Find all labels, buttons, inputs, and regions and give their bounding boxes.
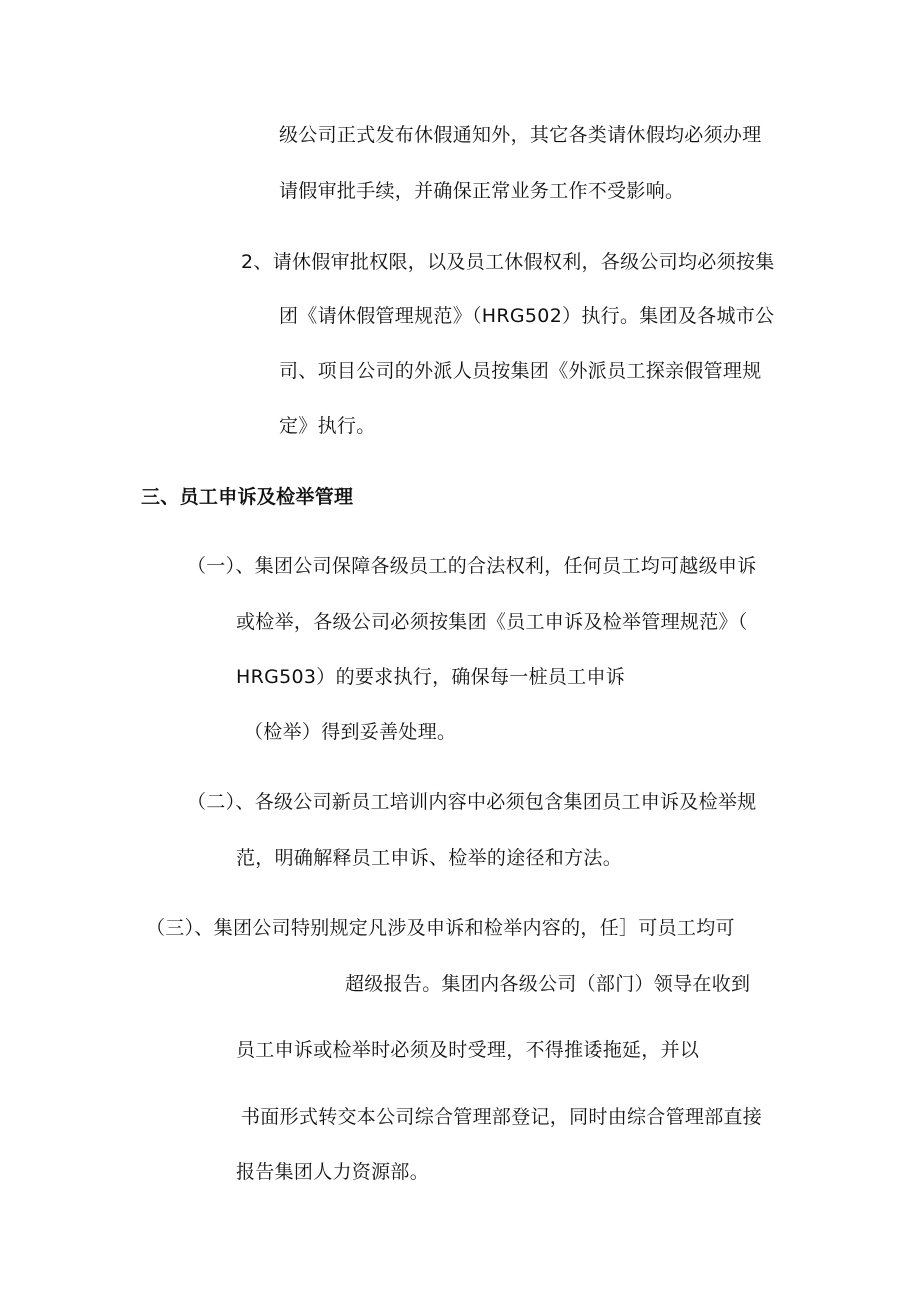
text-line: 定》执行。 [279, 415, 376, 437]
text-line: 2、请休假审批权限，以及员工休假权利，各级公司均必须按集 [241, 251, 775, 273]
text-line: 级公司正式发布休假通知外，其它各类请休假均必须办理 [279, 124, 762, 146]
text-line: 请假审批手续，并确保正常业务工作不受影响。 [279, 180, 685, 202]
text-line: 书面形式转交本公司综合管理部登记，同时由综合管理部直接 [241, 1106, 763, 1128]
text-line: （检举）得到妥善处理。 [244, 721, 457, 743]
text-line: （一）、集团公司保障各级员工的合法权利，任何员工均可越级申诉 [187, 555, 757, 577]
section-heading: 三、员工申诉及检举管理 [141, 486, 354, 508]
text-line: 超级报告。集团内各级公司（部门）领导在收到 [345, 973, 751, 995]
text-line: 司、项目公司的外派人员按集团《外派员工探亲假管理规 [279, 360, 762, 382]
text-line: 员工申诉或检举时必须及时受理，不得推诿拖延，并以 [236, 1039, 700, 1061]
text-line: HRG503）的要求执行，确保每一桩员工申诉 [236, 666, 626, 688]
text-line: （三）、集团公司特别规定凡涉及申诉和检举内容的，任］可员工均可 [146, 917, 735, 939]
text-line: 范，明确解释员工申诉、检举的途径和方法。 [236, 847, 623, 869]
text-line: （二）、各级公司新员工培训内容中必须包含集团员工申诉及检举规 [187, 791, 757, 813]
text-line: 或检举，各级公司必须按集团《员工申诉及检举管理规范》（ [236, 611, 748, 633]
text-line: 团《请休假管理规范》（HRG502）执行。集团及各城市公 [279, 305, 775, 327]
text-line: 报告集团人力资源部。 [236, 1161, 430, 1183]
